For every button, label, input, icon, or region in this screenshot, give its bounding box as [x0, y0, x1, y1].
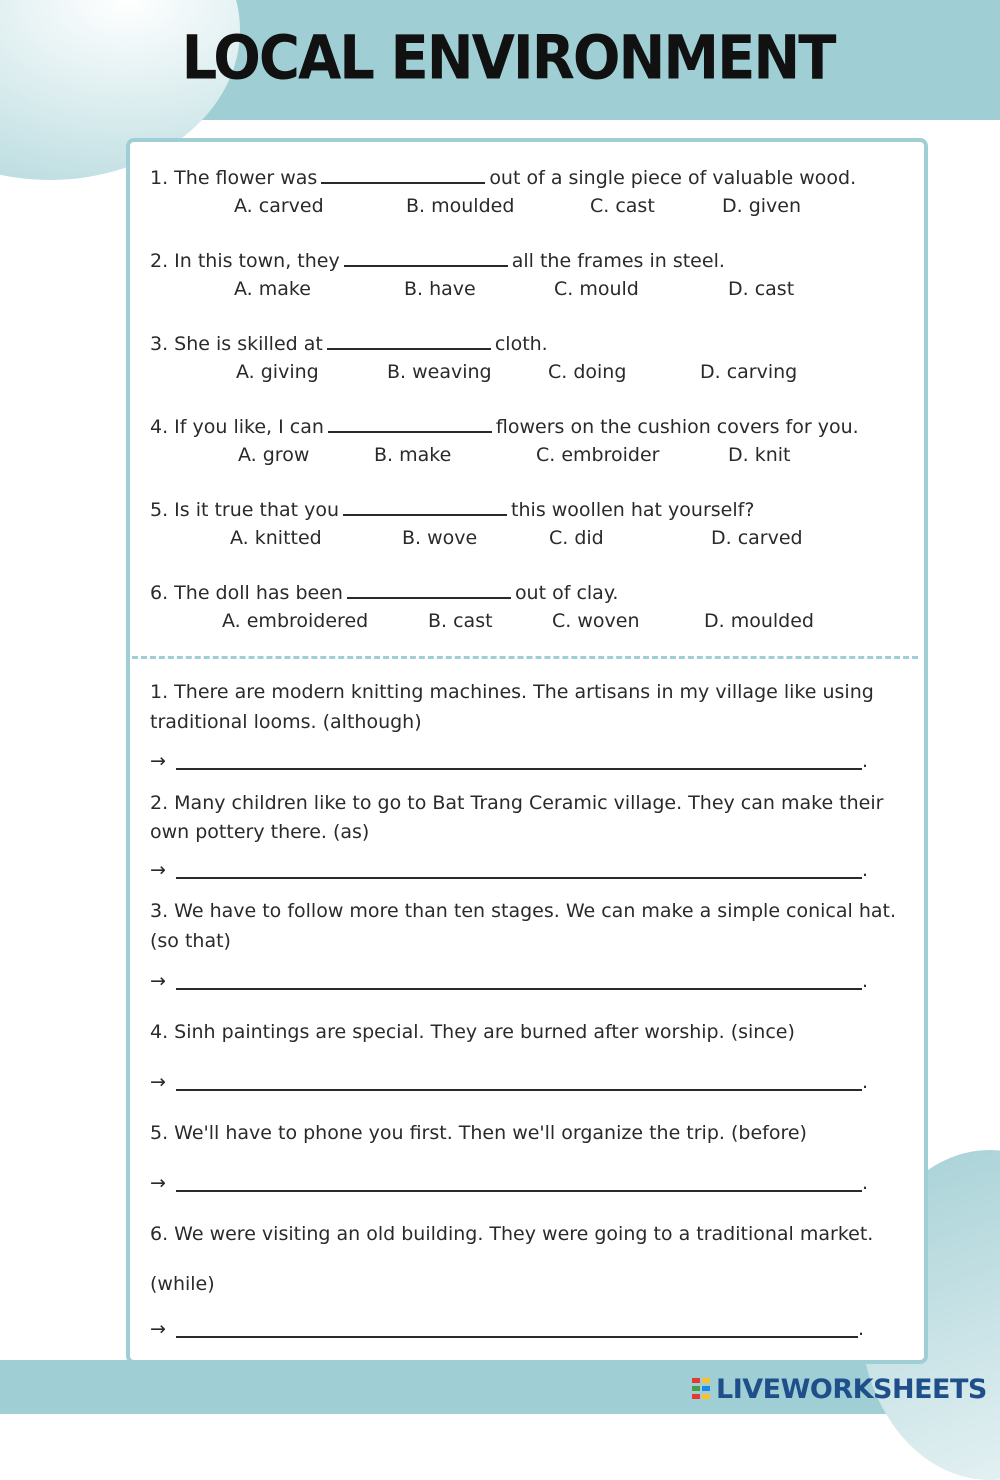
mc-question: 4. If you like, I can flowers on the cushion covers for you. — [150, 416, 859, 438]
mc-question: 3. She is skilled at cloth. — [150, 333, 548, 355]
answer-period: . — [862, 750, 869, 772]
answer-period: . — [862, 1071, 869, 1093]
answer-row — [150, 750, 870, 774]
option-d[interactable]: D. carved — [711, 527, 803, 549]
prompt-line: 4. Sinh paintings are special. They are burned after worship. (since) — [150, 1021, 795, 1043]
answer-row — [150, 1071, 870, 1095]
option-c[interactable]: C. mould — [554, 278, 639, 300]
mc-question: 1. The flower was out of a single piece of valuable wood. — [150, 167, 857, 189]
arrow-icon: → — [150, 750, 166, 772]
answer-row — [150, 859, 870, 883]
prompt-line: 3. We have to follow more than ten stages. We can make a simple conical hat. — [150, 900, 897, 922]
answer-line[interactable] — [176, 877, 862, 879]
logo-square — [702, 1378, 710, 1383]
logo-square — [702, 1386, 710, 1391]
answer-row — [150, 970, 870, 994]
logo-square — [692, 1394, 700, 1399]
answer-blank[interactable] — [347, 596, 511, 599]
option-a[interactable]: A. make — [234, 278, 311, 300]
answer-row — [150, 1318, 870, 1342]
answer-period: . — [858, 1318, 865, 1340]
option-b[interactable]: B. cast — [428, 610, 493, 632]
answer-blank[interactable] — [343, 513, 507, 516]
prompt-line: 5. We'll have to phone you first. Then we'll organize the trip. (before) — [150, 1122, 807, 1144]
option-c[interactable]: C. woven — [552, 610, 640, 632]
answer-blank[interactable] — [327, 347, 491, 350]
option-c[interactable]: C. doing — [548, 361, 627, 383]
answer-period: . — [862, 1172, 869, 1194]
option-a[interactable]: A. embroidered — [222, 610, 369, 632]
section-divider — [132, 656, 918, 659]
option-c[interactable]: C. did — [549, 527, 604, 549]
answer-line[interactable] — [176, 768, 862, 770]
option-a[interactable]: A. carved — [234, 195, 324, 217]
mc-question: 2. In this town, they all the frames in steel. — [150, 250, 725, 272]
option-b[interactable]: B. have — [404, 278, 476, 300]
prompt-line: (while) — [150, 1273, 215, 1295]
prompt-line: 2. Many children like to go to Bat Trang Ceramic village. They can make their — [150, 792, 884, 814]
answer-period: . — [862, 970, 869, 992]
prompt-line: 6. We were visiting an old building. They were going to a traditional market. — [150, 1223, 874, 1245]
answer-line[interactable] — [176, 988, 862, 990]
option-a[interactable]: A. knitted — [230, 527, 322, 549]
logo-text: LIVEWORKSHEETS — [716, 1374, 987, 1405]
page-title: LOCAL ENVIRONMENT — [181, 23, 835, 94]
option-d[interactable]: D. cast — [728, 278, 795, 300]
option-d[interactable]: D. given — [722, 195, 802, 217]
answer-row — [150, 1172, 870, 1196]
arrow-icon: → — [150, 859, 166, 881]
answer-blank[interactable] — [328, 430, 492, 433]
answer-line[interactable] — [176, 1336, 858, 1338]
mc-question: 6. The doll has been out of clay. — [150, 582, 619, 604]
prompt-line: traditional looms. (although) — [150, 711, 422, 733]
prompt-line: own pottery there. (as) — [150, 821, 370, 843]
answer-line[interactable] — [176, 1089, 862, 1091]
mc-question: 5. Is it true that you this woollen hat yourself? — [150, 499, 755, 521]
option-b[interactable]: B. moulded — [406, 195, 515, 217]
option-b[interactable]: B. weaving — [387, 361, 492, 383]
option-b[interactable]: B. make — [374, 444, 452, 466]
answer-period: . — [862, 859, 869, 881]
logo-square — [702, 1394, 710, 1399]
arrow-icon: → — [150, 970, 166, 992]
option-c[interactable]: C. cast — [590, 195, 655, 217]
option-b[interactable]: B. wove — [402, 527, 478, 549]
logo-icon — [692, 1378, 712, 1400]
prompt-line: (so that) — [150, 930, 231, 952]
option-d[interactable]: D. carving — [700, 361, 798, 383]
option-d[interactable]: D. knit — [728, 444, 791, 466]
logo-square — [692, 1386, 700, 1391]
arrow-icon: → — [150, 1318, 166, 1340]
logo-square — [692, 1378, 700, 1383]
arrow-icon: → — [150, 1071, 166, 1093]
option-a[interactable]: A. giving — [236, 361, 319, 383]
arrow-icon: → — [150, 1172, 166, 1194]
option-c[interactable]: C. embroider — [536, 444, 660, 466]
answer-blank[interactable] — [344, 264, 508, 267]
answer-blank[interactable] — [321, 181, 485, 184]
prompt-line: 1. There are modern knitting machines. The artisans in my village like using — [150, 681, 874, 703]
option-d[interactable]: D. moulded — [704, 610, 814, 632]
answer-line[interactable] — [176, 1190, 862, 1192]
option-a[interactable]: A. grow — [238, 444, 310, 466]
